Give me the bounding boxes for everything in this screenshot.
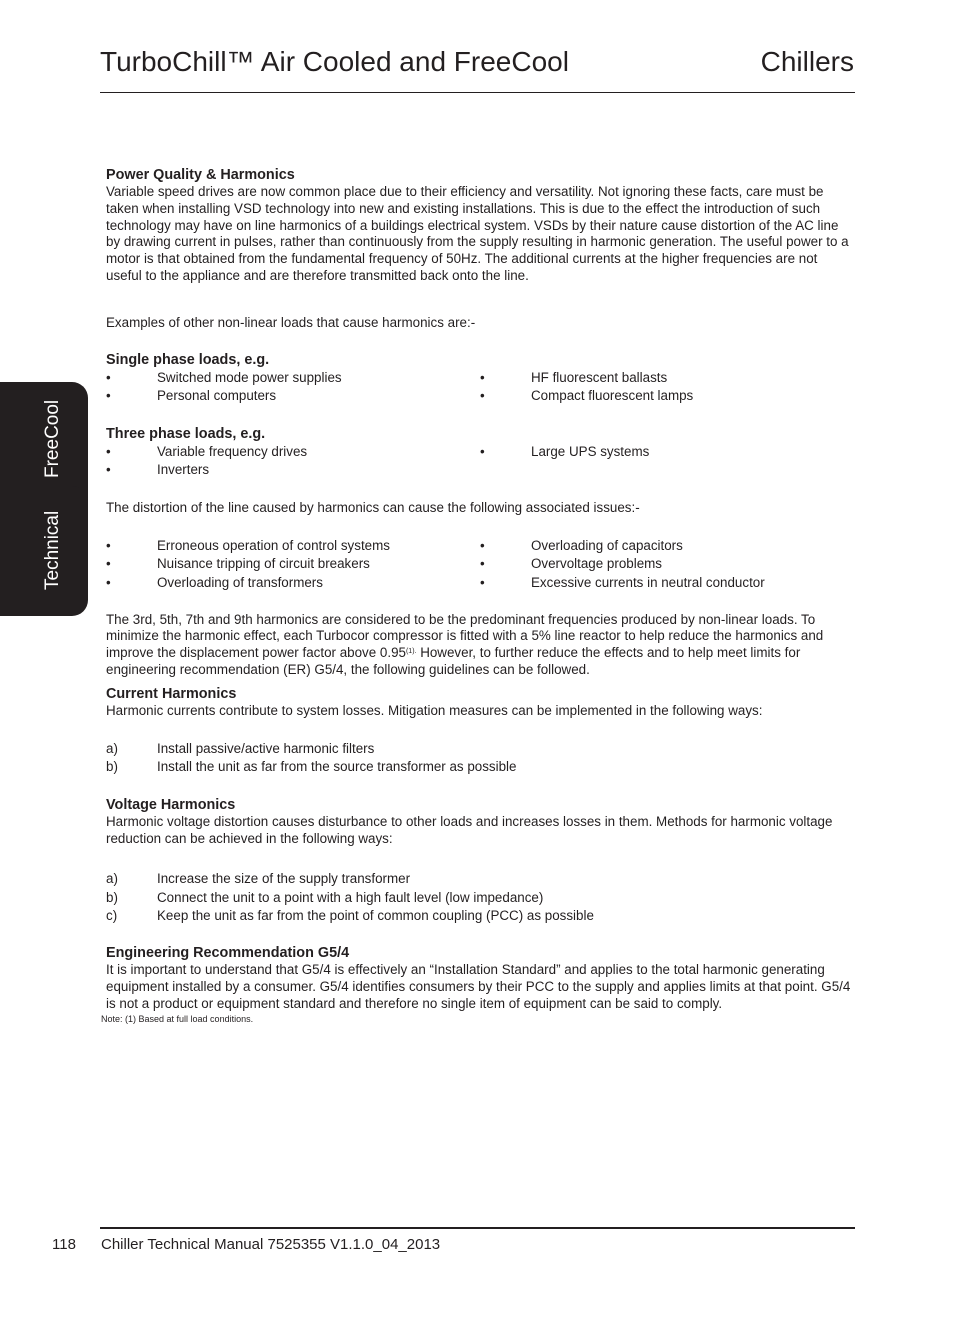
list-item: Excessive currents in neutral conductor [531, 574, 765, 590]
bullet: • [480, 369, 485, 385]
page-header-title: TurboChill™ Air Cooled and FreeCool [100, 46, 569, 77]
list-row [106, 555, 854, 574]
power-quality-heading: Power Quality & Harmonics [106, 167, 295, 183]
list-row [106, 369, 854, 388]
list-row [106, 537, 854, 556]
page-header-section: Chillers [760, 46, 854, 77]
list-item: HF fluorescent ballasts [531, 369, 668, 385]
list-marker: a) [106, 740, 118, 756]
bullet: • [106, 537, 111, 553]
bullet: • [106, 388, 111, 404]
current-harmonics-body: Harmonic currents contribute to system losses. Mitigation measures can be implemented in the following ways: [106, 702, 763, 718]
list-item: Overloading of transformers [157, 574, 323, 590]
bullet: • [480, 443, 485, 459]
list-item: Nuisance tripping of circuit breakers [157, 556, 370, 572]
list-marker: a) [106, 871, 118, 887]
bullet: • [106, 462, 111, 478]
list-item: Connect the unit to a point with a high fault level (low impedance) [157, 889, 544, 905]
list-item: Overloading of capacitors [531, 537, 683, 553]
bullet: • [106, 574, 111, 590]
three-phase-heading: Three phase loads, e.g. [106, 425, 266, 442]
list-row [106, 574, 854, 593]
list-item: Compact fluorescent lamps [531, 388, 694, 404]
bullet: • [480, 556, 485, 572]
list-marker: c) [106, 908, 118, 924]
bullet: • [106, 369, 111, 385]
list-marker: b) [106, 759, 118, 775]
list-row [106, 387, 854, 406]
predominant-paragraph [106, 612, 854, 679]
g54-body: It is important to understand that G5/4 is effectively an “Installation Standard” and applies to the total harmonic generating equipment installed by a consumer. G5/4 identifies consumers by their PCC to the supply and applies limits at that point. G5/4 is not a product or equipment standard and therefore no single item of equipment can be said to comply. [106, 962, 851, 1011]
bullet: • [106, 556, 111, 572]
footnote-ref: (1). [405, 648, 417, 656]
voltage-harmonics-body: Harmonic voltage distortion causes disturbance to other loads and increases losses in them. Methods for harmonic voltage reduction can be achieved in the following ways: [106, 813, 833, 846]
list-row [106, 443, 854, 462]
list-item: Personal computers [157, 388, 277, 404]
list-row [106, 907, 854, 926]
predominant-text-b: However, to further reduce the effects and to help meet limits for engineering recommendation (ER) G5/4, the following guidelines can be followed. [106, 645, 801, 677]
list-item: Switched mode power supplies [157, 369, 342, 385]
current-harmonics-heading: Current Harmonics [106, 685, 237, 702]
list-row [106, 740, 854, 759]
footer-rule [100, 1227, 855, 1229]
bullet: • [480, 574, 485, 590]
page-number: 118 [52, 1236, 76, 1253]
power-quality-body: Variable speed drives are now common place due to their efficiency and versatility. Not ignoring these facts, care must be taken when installing VSD technology into new and existing installations. This is due to the effect the introduction of such technology may have on line harmonics of a buildings electrical system. VSDs by their nature cause distortion of the AC line by drawing current in pulses, rather than continuously from the supply resulting in harmonic generation. The useful power to a motor is that obtained from the fundamental frequency of 50Hz. The additional currents at the higher frequencies are not useful to the appliance and are therefore transmitted back onto the line. [106, 184, 849, 283]
list-item: Large UPS systems [531, 443, 650, 459]
predominant-text-a: The 3rd, 5th, 7th and 9th harmonics are considered to be the predominant frequencies produced by non-linear loads. To minimize the harmonic effect, each Turbocor compressor is fitted with a 5% line reactor to help reduce the harmonics and improve the displacement power factor above 0.95 [106, 611, 824, 661]
list-row [106, 461, 854, 480]
tab-technical-label: Technical [42, 510, 63, 590]
main-content [101, 166, 854, 1025]
list-marker: b) [106, 889, 118, 905]
list-item: Keep the unit as far from the point of common coupling (PCC) as possible [157, 908, 594, 924]
distortion-intro: The distortion of the line caused by harmonics can cause the following associated issues:- [106, 499, 640, 515]
tab-technical[interactable] [0, 486, 88, 616]
footer-manual-title: Chiller Technical Manual 7525355 V1.1.0_04_2013 [101, 1236, 441, 1253]
list-row [106, 889, 854, 908]
tab-freecool[interactable] [0, 382, 88, 502]
tab-freecool-label: FreeCool [42, 399, 63, 478]
list-item: Overvoltage problems [531, 556, 662, 572]
bullet: • [480, 537, 485, 553]
header-rule [100, 92, 855, 93]
g54-heading: Engineering Recommendation G5/4 [106, 945, 350, 962]
list-item: Increase the size of the supply transformer [157, 871, 411, 887]
voltage-harmonics-heading: Voltage Harmonics [106, 796, 236, 813]
list-row [106, 758, 854, 777]
bullet: • [480, 388, 485, 404]
list-row [106, 870, 854, 889]
bullet: • [106, 443, 111, 459]
list-item: Install passive/active harmonic filters [157, 740, 375, 756]
list-item: Erroneous operation of control systems [157, 537, 390, 553]
footnote: Note: (1) Based at full load conditions. [101, 1014, 254, 1025]
single-phase-heading: Single phase loads, e.g. [106, 351, 270, 368]
list-item: Install the unit as far from the source transformer as possible [157, 759, 517, 775]
list-item: Variable frequency drives [157, 443, 308, 459]
list-item: Inverters [157, 462, 210, 478]
examples-intro: Examples of other non-linear loads that cause harmonics are:- [106, 314, 476, 330]
